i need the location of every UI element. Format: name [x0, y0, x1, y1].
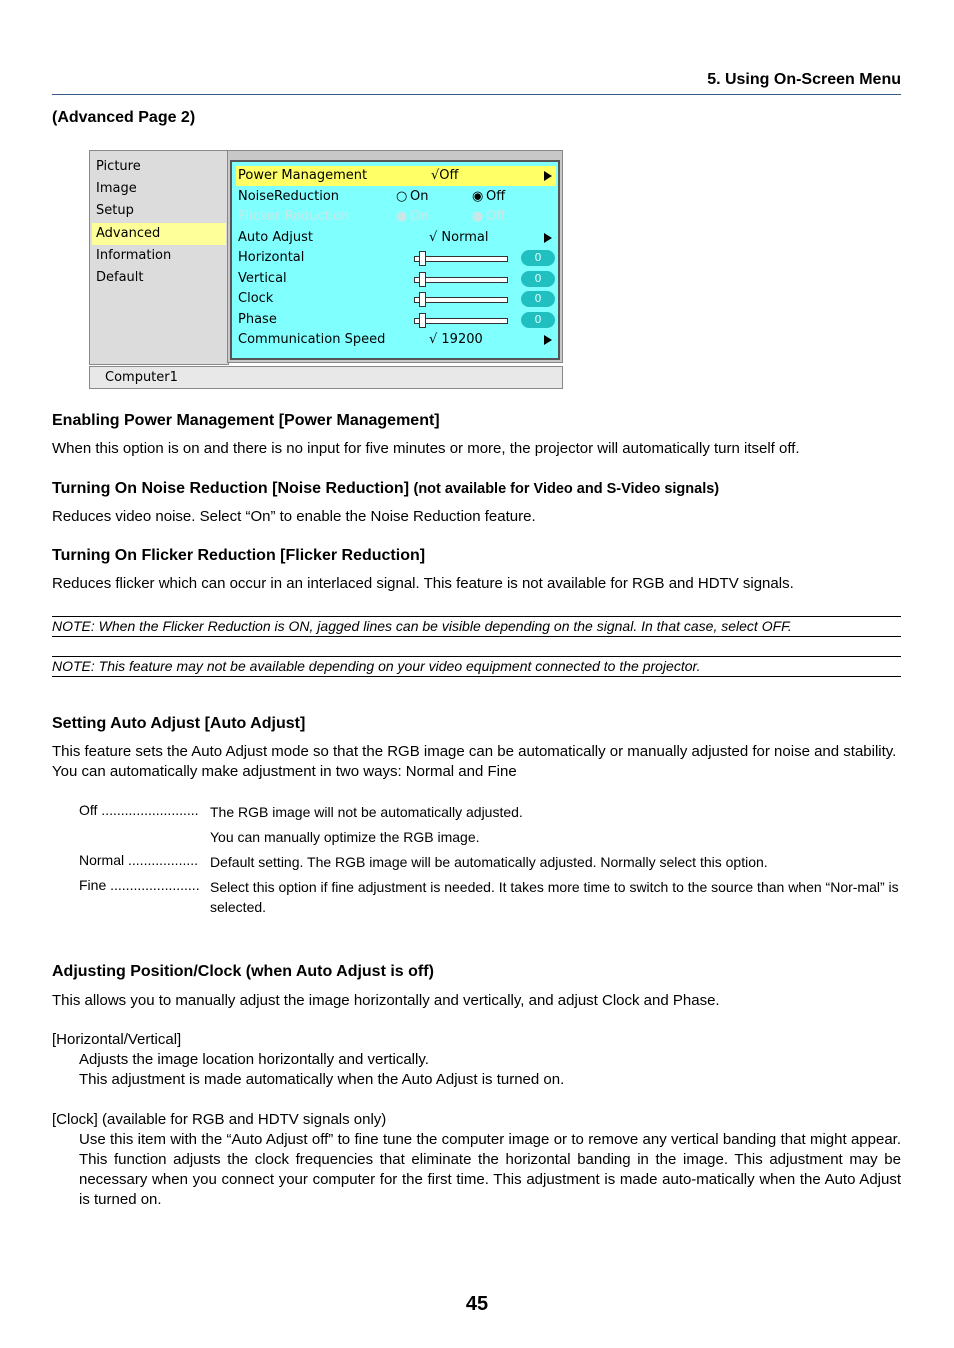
row-label: NoiseReduction — [238, 189, 340, 204]
row-vertical — [236, 269, 556, 289]
row-label: Flicker Reduction — [238, 209, 350, 224]
row-flicker-reduction — [236, 207, 556, 227]
row-label: Horizontal — [238, 250, 305, 265]
slider-track — [414, 297, 508, 303]
row-clock — [236, 289, 556, 309]
row-value: √ 19200 — [429, 332, 483, 347]
menu-item-information: Information — [96, 248, 172, 263]
heading-note: (not available for Video and S-Video signals) — [413, 481, 720, 497]
row-value: √Off — [431, 168, 459, 183]
running-header: 5. Using On-Screen Menu — [707, 71, 901, 88]
body-flicker-reduction: Reduces flicker which can occur in an interlaced signal. This feature is not available for RGB and HDTV signals. — [52, 575, 794, 592]
row-label: Clock — [238, 291, 274, 306]
header-rule — [52, 94, 901, 95]
note-equipment: NOTE: This feature may not be available depending on your video equipment connected to the projector. — [52, 656, 901, 677]
row-noise-reduction — [236, 187, 556, 207]
value-badge: 0 — [521, 312, 555, 328]
row-horizontal — [236, 248, 556, 268]
heading-text: Turning On Noise Reduction [Noise Reduction] — [52, 480, 410, 497]
menu-item-image: Image — [96, 181, 137, 196]
option-off: Off — [486, 189, 506, 204]
body-noise-reduction: Reduces video noise. Select “On” to enable the Noise Reduction feature. — [52, 508, 536, 525]
label-clock: [Clock] (available for RGB and HDTV signals only) — [52, 1111, 387, 1128]
def-term-fine: Fine ....................... — [79, 877, 200, 893]
def-desc-off-1: The RGB image will not be automatically adjusted. — [210, 804, 523, 820]
value-badge: 0 — [521, 250, 555, 266]
page-number: 45 — [465, 1293, 489, 1315]
radio-disabled-icon: ● — [472, 209, 484, 224]
menu-item-picture: Picture — [96, 159, 141, 174]
value-badge: 0 — [521, 291, 555, 307]
label-horizontal-vertical: [Horizontal/Vertical] — [52, 1031, 182, 1048]
row-auto-adjust — [236, 228, 556, 248]
menu-status-bar — [89, 366, 563, 389]
heading-auto-adjust: Setting Auto Adjust [Auto Adjust] — [52, 715, 306, 732]
row-communication-speed — [236, 330, 556, 350]
row-label: Vertical — [238, 271, 287, 286]
submenu-arrow-icon — [544, 233, 552, 243]
slider-knob — [419, 292, 426, 307]
radio-off-icon: ○ — [396, 189, 408, 204]
osd-menu-figure — [89, 150, 563, 389]
slider-knob — [419, 251, 426, 266]
heading-flicker-reduction: Turning On Flicker Reduction [Flicker Reduction] — [52, 547, 426, 564]
slider-knob — [419, 313, 426, 328]
menu-category-list — [89, 150, 229, 365]
menu-item-default: Default — [96, 270, 144, 285]
def-desc-off-2: You can manually optimize the RGB image. — [210, 829, 480, 845]
heading-power-management: Enabling Power Management [Power Management] — [52, 412, 440, 429]
submenu-arrow-icon — [544, 171, 552, 181]
row-power-management — [236, 166, 556, 186]
row-label: Auto Adjust — [238, 230, 313, 245]
heading-noise-reduction — [52, 480, 719, 498]
body-clock: Use this item with the “Auto Adjust off” to fine tune the computer image or to remove any vertical banding that might appear. This function adjusts the clock frequencies that eliminate the horizontal banding in the image. This adjustment may be necessary when you connect your computer for the first time. This adjustment is made auto-matically when the Auto Adjust is turned on. — [79, 1131, 901, 1208]
def-desc-normal: Default setting. The RGB image will be automatically adjusted. Normally select this option. — [210, 854, 768, 870]
menu-settings-panel — [230, 160, 560, 360]
value-badge: 0 — [521, 271, 555, 287]
hv-line-1: Adjusts the image location horizontally and vertically. — [79, 1051, 429, 1068]
radio-disabled-icon: ● — [396, 209, 408, 224]
slider-track — [414, 277, 508, 283]
heading-position-clock: Adjusting Position/Clock (when Auto Adjust is off) — [52, 963, 434, 980]
menu-item-setup: Setup — [96, 203, 134, 218]
body-auto-adjust: This feature sets the Auto Adjust mode so that the RGB image can be automatically or manually adjusted for noise and stability. You can automatically make adjustment in two ways: Normal and Fine — [52, 743, 897, 780]
radio-on-icon: ◉ — [472, 189, 484, 204]
body-position-clock: This allows you to manually adjust the image horizontally and vertically, and adjust Clock and Phase. — [52, 992, 720, 1009]
def-term-off: Off ......................... — [79, 802, 199, 818]
hv-line-2: This adjustment is made automatically when the Auto Adjust is turned on. — [79, 1071, 565, 1088]
page-subhead: (Advanced Page 2) — [52, 109, 196, 126]
slider-track — [414, 318, 508, 324]
note-flicker: NOTE: When the Flicker Reduction is ON, jagged lines can be visible depending on the signal. In that case, select OFF. — [52, 616, 901, 637]
row-phase — [236, 310, 556, 330]
option-off: Off — [486, 209, 506, 224]
def-desc-fine: Select this option if fine adjustment is needed. It takes more time to switch to the source than when “Nor-mal” is selected. — [210, 879, 899, 915]
source-name: Computer1 — [105, 370, 178, 385]
body-power-management: When this option is on and there is no input for five minutes or more, the projector will automatically turn itself off. — [52, 440, 800, 457]
row-label: Communication Speed — [238, 332, 386, 347]
row-label: Phase — [238, 312, 277, 327]
def-term-normal: Normal .................. — [79, 852, 199, 868]
option-on: On — [410, 189, 429, 204]
submenu-arrow-icon — [544, 335, 552, 345]
row-value: √ Normal — [429, 230, 489, 245]
option-on: On — [410, 209, 429, 224]
slider-knob — [419, 272, 426, 287]
menu-item-advanced: Advanced — [92, 223, 226, 245]
slider-track — [414, 256, 508, 262]
row-label: Power Management — [238, 168, 368, 183]
